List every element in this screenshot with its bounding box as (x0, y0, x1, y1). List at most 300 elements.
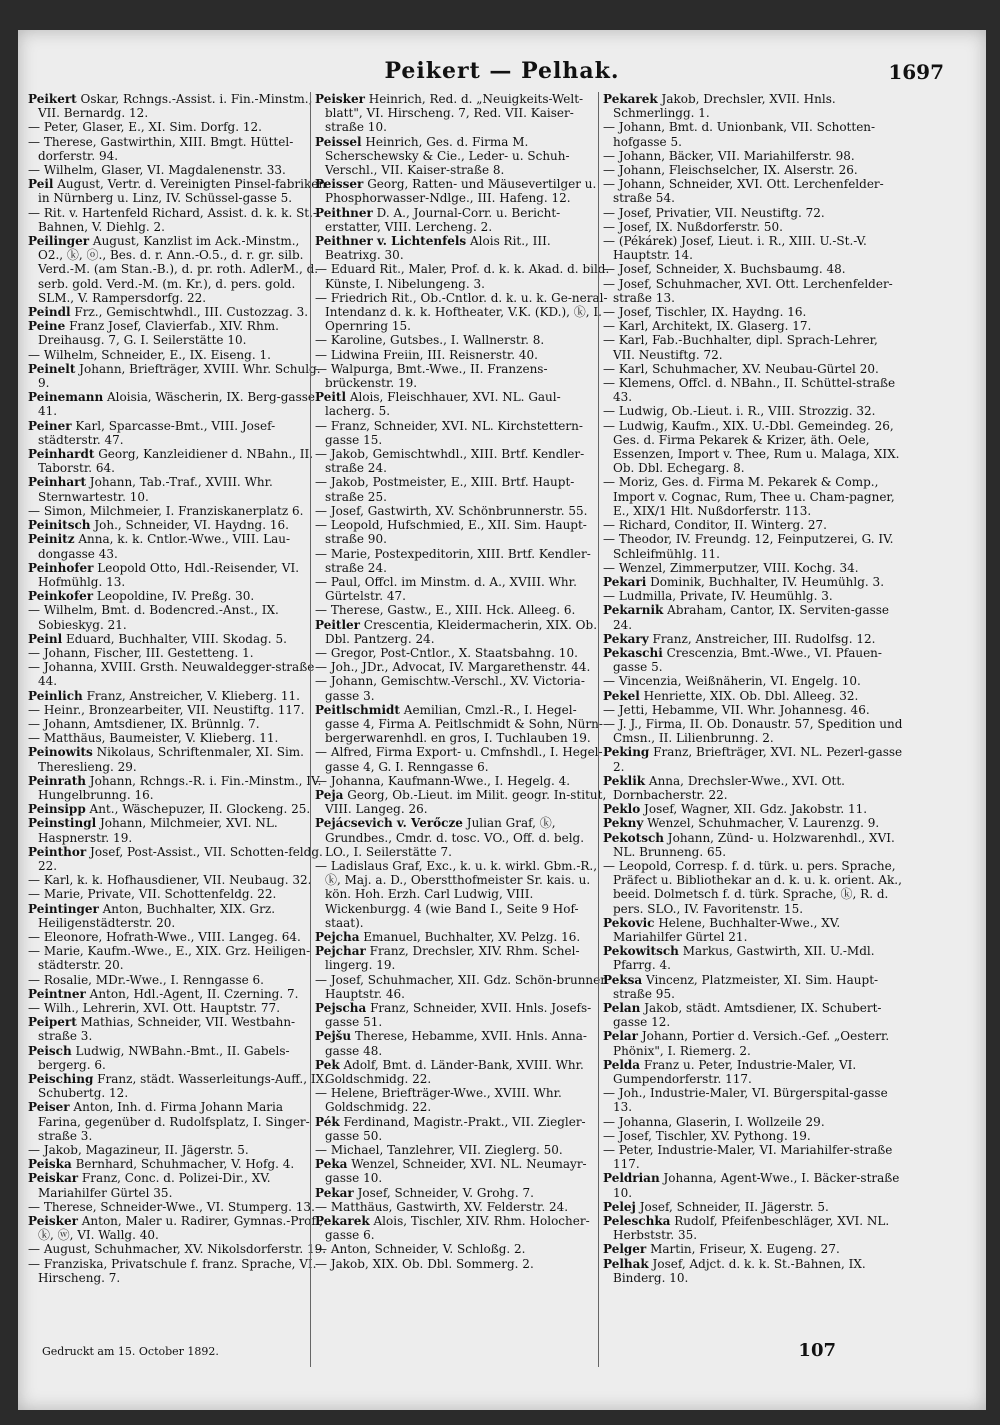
entry-details: — Karl, Architekt, IX. Glaserg. 17. (603, 319, 812, 334)
directory-entry (315, 547, 610, 575)
directory-entry (315, 674, 610, 702)
directory-entry (603, 518, 903, 532)
entry-surname: Peinelt (28, 361, 76, 376)
directory-entry (603, 575, 903, 589)
entry-details: Johann, Rchngs.-R. i. Fin.-Minstm., IV. Hungelbrunng. 16. (38, 773, 322, 802)
entry-details: — Jakob, Magazineur, II. Jägerstr. 5. (28, 1143, 249, 1158)
directory-entry (28, 1200, 328, 1214)
directory-entry (315, 816, 610, 859)
entry-details: — Marie, Kaufm.-Wwe., E., XIX. Grz. Heiligen-städterstr. 20. (28, 944, 311, 973)
entry-details: Joh., Schneider, VI. Haydng. 16. (90, 518, 289, 533)
entry-details: — Johann, Amtsdiener, IX. Brünnlg. 7. (28, 716, 260, 731)
entry-details: August, Kanzlist im Ack.-Minstm., O2., ⓚ, ⓞ., Bes. d. r. Ann.-O.5., d. r. gr. silb. Verd.-M. (am Stan.-B.), d. pr. roth. AdlerM., d. serb. gold. Verd.-M. (m. Kr.), d. pers. gold. SLM., V. Rampersdorfg. 22. (38, 234, 319, 305)
entry-details: — Johann, Bäcker, VII. Mariahilferstr. 98. (603, 148, 855, 163)
entry-details: — Therese, Schneider-Wwe., VI. Stumperg. 13. (28, 1199, 315, 1214)
entry-surname: Peksa (603, 972, 643, 987)
directory-entry (28, 319, 328, 347)
directory-entry (315, 618, 610, 646)
directory-entry (28, 163, 328, 177)
entry-surname: Peinstingl (28, 816, 97, 831)
entry-details: Emanuel, Buchhalter, XV. Pelzg. 16. (359, 929, 581, 944)
directory-entry (28, 873, 328, 887)
directory-entry (315, 1186, 610, 1200)
directory-entry (603, 944, 903, 972)
entry-surname: Pejšu (315, 1029, 352, 1044)
page-number: 1697 (888, 60, 944, 84)
directory-entry (603, 589, 903, 603)
entry-surname: Pekar (315, 1185, 354, 1200)
directory-entry (28, 816, 328, 844)
entry-details: — Josef, Tischler, IX. Haydng. 16. (603, 305, 807, 320)
entry-details: — Wilhelm, Glaser, VI. Magdalenenstr. 33. (28, 163, 286, 178)
directory-entry (315, 92, 610, 135)
entry-details: Therese, Hebamme, XVII. Hnls. Anna-gasse 48. (325, 1029, 587, 1058)
entry-details: — Eduard Rit., Maler, Prof. d. k. k. Akad. d. bild. Künste, I. Nibelungeng. 3. (315, 262, 610, 291)
entry-surname: Peitl (315, 390, 346, 405)
entry-details: — Peter, Glaser, E., XI. Sim. Dorfg. 12. (28, 120, 262, 135)
entry-surname: Peinl (28, 631, 63, 646)
directory-entry (315, 1086, 610, 1114)
entry-surname: Peinhart (28, 475, 86, 490)
directory-entry (28, 504, 328, 518)
entry-details: Franz u. Peter, Industrie-Maler, VI. Gumpendorferstr. 117. (613, 1057, 857, 1087)
directory-page (18, 30, 986, 1410)
directory-entry (28, 973, 328, 987)
entry-details: Josef, Adjct. d. k. k. St.-Bahnen, IX. Binderg. 10. (613, 1256, 866, 1285)
entry-surname: Peisker (28, 1214, 78, 1229)
entry-details: Jakob, Drechsler, XVII. Hnls. Schmerlingg. 1. (613, 92, 836, 121)
directory-entry (315, 419, 610, 447)
entry-details: Henriette, XIX. Ob. Dbl. Alleeg. 32. (639, 688, 859, 703)
entry-details: Anton, Inh. d. Firma Johann Maria Farina, gegenüber d. Rudolfsplatz, I. Singer-straße 3. (38, 1100, 310, 1143)
directory-entry (603, 1115, 903, 1129)
directory-entry (603, 859, 903, 916)
entry-details: Georg, Ratten- und Mäusevertilger u. Phosphorwasser-Ndlge., III. Hafeng. 12. (325, 177, 597, 206)
entry-surname: Pekarnik (603, 603, 664, 618)
entry-details: — August, Schuhmacher, XV. Nikolsdorferstr. 19. (28, 1242, 327, 1257)
entry-surname: Peldrian (603, 1171, 660, 1186)
entry-surname: Peinitz (28, 532, 75, 547)
entry-surname: Pekotsch (603, 830, 664, 845)
entry-details: — Paul, Offcl. im Minstm. d. A., XVIII. Whr. Gürtelstr. 47. (315, 574, 577, 604)
entry-surname: Peinsipp (28, 802, 86, 817)
directory-entry (28, 1100, 328, 1143)
entry-details: — Karl, k. k. Hofhausdiener, VII. Neubaug. 32. (28, 873, 312, 888)
directory-entry (28, 703, 328, 717)
entry-details: — Johanna, Kaufmann-Wwe., I. Hegelg. 4. (315, 773, 571, 788)
entry-details: Anton, Maler u. Radirer, Gymnas.-Prof., ⓚ, ⓦ, VI. Wallg. 40. (38, 1214, 324, 1243)
entry-surname: Peinlich (28, 688, 83, 703)
entry-surname: Peintinger (28, 901, 99, 916)
directory-entry (28, 348, 328, 362)
directory-entry (603, 149, 903, 163)
directory-entry (28, 1143, 328, 1157)
entry-surname: Pelan (603, 1001, 641, 1015)
directory-entry (315, 362, 610, 390)
entry-surname: Peikert (28, 92, 77, 106)
directory-entry (603, 333, 903, 361)
directory-entry (315, 646, 610, 660)
entry-surname: Peja (315, 787, 344, 802)
entry-details: — Ladislaus Graf, Exc., k. u. k. wirkl. Gbm.-R., ⓚ, Maj. a. D., Oberstthofmeister Sr. kais. u. kön. Hoh. Erzh. Carl Ludwig, VIII. Wickenburgg. 4 (wie Band I., Seite 9 Hof-staat). (315, 858, 598, 930)
entry-details: — Rosalie, MDr.-Wwe., I. Renngasse 6. (28, 972, 264, 987)
column-divider (310, 92, 311, 1367)
entry-details: Josef, Wagner, XII. Gdz. Jakobstr. 11. (640, 802, 868, 817)
entry-details: — Josef, Privatier, VII. Neustiftg. 72. (603, 205, 825, 220)
entry-details: Georg, Ob.-Lieut. im Milit. geogr. In-stitut, VIII. Langeg. 26. (325, 787, 607, 817)
entry-details: Helene, Buchhalter-Wwe., XV. Mariahilfer Gürtel 21. (613, 915, 841, 944)
directory-entry (315, 348, 610, 362)
entry-surname: Peisch (28, 1043, 72, 1058)
directory-entry (28, 717, 328, 731)
entry-details: Franz, Drechsler, XIV. Rhm. Schel-lingerg. 19. (325, 944, 580, 973)
entry-surname: Peindl (28, 305, 71, 320)
entry-details: — Ludmilla, Private, IV. Heumühlg. 3. (603, 589, 833, 604)
entry-details: Aemilian, Cmzl.-R., I. Hegel-gasse 4, Firma A. Peitlschmidt & Sohn, Nürn-bergerwarenhdl. en gros, I. Tuchlauben 19. (325, 702, 603, 746)
directory-entry (315, 504, 610, 518)
entry-surname: Peinthor (28, 844, 87, 859)
entry-details: — Marie, Postexpeditorin, XIII. Brtf. Kendler-straße 24. (315, 546, 591, 575)
entry-surname: Pék (315, 1114, 340, 1129)
entry-details: Martin, Friseur, X. Eugeng. 27. (646, 1242, 840, 1257)
entry-details: — Karoline, Gutsbes., I. Wallnerstr. 8. (315, 333, 545, 348)
entry-surname: Pekaschi (603, 645, 663, 660)
entry-details: Franz, Anstreicher, V. Klieberg. 11. (82, 688, 300, 703)
directory-entry (603, 277, 903, 305)
entry-details: Wenzel, Schuhmacher, V. Laurenzg. 9. (643, 816, 880, 831)
entry-details: — Johann, Schneider, XVI. Ott. Lerchenfelder-straße 54. (603, 177, 884, 206)
directory-entry (28, 419, 328, 447)
entry-details: — Friedrich Rit., Ob.-Cntlor. d. k. u. k. Ge-neral-Intendanz d. k. k. Hoftheater, V.K. (KD.), ⓚ, I. Opernring 15. (315, 290, 608, 334)
entry-surname: Pekari (603, 574, 647, 589)
entry-details: — Marie, Private, VII. Schottenfeldg. 22. (28, 887, 277, 902)
directory-entry (315, 1058, 610, 1086)
directory-entry (603, 419, 903, 476)
entry-details: — Therese, Gastw., E., XIII. Hck. Alleeg. 6. (315, 603, 576, 618)
entry-surname: Peiska (28, 1157, 72, 1172)
entry-details: — Theodor, IV. Freundg. 12, Feinputzerei, G. IV. Schleifmühlg. 11. (603, 532, 894, 561)
entry-details: Mathias, Schneider, VII. Westbahn-straße 3. (38, 1015, 296, 1044)
entry-details: — Johanna, XVIII. Grsth. Neuwaldegger-straße 44. (28, 660, 315, 689)
entry-surname: Pekowitsch (603, 944, 679, 959)
entry-surname: Pejácsevich v. Verőcze (315, 816, 463, 831)
entry-details: — Johann, Bmt. d. Unionbank, VII. Schotten-hofgasse 5. (603, 120, 876, 149)
entry-surname: Peissel (315, 134, 362, 149)
entry-surname: Peinrath (28, 773, 86, 788)
entry-surname: Pekovic (603, 915, 655, 930)
directory-entry (603, 816, 903, 830)
directory-entry (315, 1029, 610, 1057)
entry-details: Dominik, Buchhalter, IV. Heumühlg. 3. (646, 574, 885, 589)
column-divider (598, 92, 599, 1367)
directory-entry (315, 206, 610, 234)
entry-details: — Ludwig, Kaufm., XIX. U.-Dbl. Gemeindeg. 26, Ges. d. Firma Pekarek & Krizer, äth. Oele, Essenzen, Import v. Thee, Rum u. Malaga, XIX. Ob. Dbl. Echegarg. 8. (603, 418, 900, 476)
entry-details: — (Pékárek) Josef, Lieut. i. R., XIII. U.-St.-V. Hauptstr. 14. (603, 234, 867, 263)
entry-details: Bernhard, Schuhmacher, V. Hofg. 4. (71, 1157, 295, 1172)
entry-details: — Therese, Gastwirthin, XIII. Bmgt. Hüttel-dorferstr. 94. (28, 134, 294, 163)
entry-details: — Klemens, Offcl. d. NBahn., II. Schüttel-straße 43. (603, 376, 896, 405)
entry-details: Ant., Wäschepuzer, II. Glockeng. 25. (85, 802, 311, 817)
entry-details: — Helene, Briefträger-Wwe., XVIII. Whr. Goldschmidg. 22. (315, 1086, 562, 1115)
entry-details: Julian Graf, ⓚ, Grundbes., Cmdr. d. tosc. VO., Off. d. belg. LO., I. Seilerstätte 7. (325, 816, 585, 859)
directory-entry (603, 1200, 903, 1214)
directory-entry (603, 916, 903, 944)
directory-entry (315, 703, 610, 746)
directory-entry (315, 575, 610, 603)
entry-details: Anton, Hdl.-Agent, II. Czerning. 7. (85, 986, 299, 1001)
entry-surname: Pelhak (603, 1256, 649, 1271)
entry-surname: Pejcha (315, 929, 360, 944)
entry-details: Nikolaus, Schriftenmaler, XI. Sim. Thereslieng. 29. (38, 745, 304, 774)
directory-entry (315, 1157, 610, 1185)
directory-entry (28, 944, 328, 972)
directory-entry (603, 689, 903, 703)
directory-entry (603, 376, 903, 404)
directory-entry (603, 362, 903, 376)
entry-surname: Pekarek (315, 1214, 370, 1229)
entry-details: — Joh., Industrie-Maler, VI. Bürgerspital-gasse 13. (603, 1086, 888, 1115)
directory-entry (603, 1129, 903, 1143)
entry-details: Ludwig, NWBahn.-Bmt., II. Gabels-bergerg. 6. (38, 1043, 290, 1072)
entry-details: Adolf, Bmt. d. Länder-Bank, XVIII. Whr. Goldschmidg. 22. (325, 1057, 584, 1087)
entry-details: Josef, Post-Assist., VII. Schotten-feldg. 22. (38, 844, 323, 873)
entry-surname: Peka (315, 1157, 348, 1172)
entry-details: Rudolf, Pfeifenbeschläger, XVI. NL. Herbststr. 35. (613, 1214, 890, 1243)
directory-entry (28, 887, 328, 901)
entry-details: Franz, Conc. d. Polizei-Dir., XV. Mariahilfer Gürtel 35. (38, 1171, 271, 1200)
directory-entry (603, 177, 903, 205)
entry-details: — Johann, Fleischselcher, IX. Alserstr. 26. (603, 163, 858, 178)
directory-entry (28, 589, 328, 603)
column-1 (28, 92, 328, 1285)
entry-details: — Josef, Gastwirth, XV. Schönbrunnerstr. 55. (315, 503, 588, 518)
directory-entry (28, 603, 328, 631)
directory-entry (603, 220, 903, 234)
directory-entry (603, 1029, 903, 1057)
directory-entry (28, 305, 328, 319)
entry-details: — Anton, Schneider, V. Schloßg. 2. (315, 1242, 526, 1257)
directory-entry (28, 234, 328, 305)
entry-details: Alois Rit., III. Beatrixg. 30. (325, 234, 551, 263)
entry-details: Heinrich, Red. d. „Neuigkeits-Welt-blatt", VI. Hirscheng. 7, Red. VII. Kaiser-straße 10. (325, 92, 584, 135)
entry-surname: Pekel (603, 688, 640, 703)
directory-entry (315, 135, 610, 178)
directory-entry (603, 206, 903, 220)
directory-entry (28, 1157, 328, 1171)
entry-details: — Lidwina Freiin, III. Reisnerstr. 40. (315, 347, 538, 362)
entry-details: — Josef, IX. Nußdorferstr. 50. (603, 219, 783, 234)
entry-details: — Wilhelm, Bmt. d. Bodencred.-Anst., IX. Sobieskyg. 21. (28, 603, 279, 632)
entry-surname: Peinhardt (28, 447, 95, 462)
directory-entry (28, 561, 328, 589)
entry-details: — Peter, Industrie-Maler, VI. Mariahilfer-straße 117. (603, 1143, 893, 1172)
entry-details: Wenzel, Schneider, XVI. NL. Neumayr-gasse 10. (325, 1157, 587, 1186)
directory-entry (603, 1242, 903, 1256)
entry-details: — Franz, Schneider, XVI. NL. Kirchstettern-gasse 15. (315, 418, 583, 447)
entry-surname: Pekny (603, 816, 644, 831)
directory-entry (603, 1214, 903, 1242)
entry-details: Crescenzia, Bmt.-Wwe., VI. Pfauen-gasse 5. (613, 645, 882, 675)
entry-details: Karl, Sparcasse-Bmt., VIII. Josef-städterstr. 47. (38, 418, 276, 447)
directory-entry (603, 532, 903, 560)
entry-details: D. A., Journal-Corr. u. Bericht-erstatter, VIII. Lercheng. 2. (325, 205, 561, 234)
entry-surname: Peking (603, 745, 650, 760)
directory-entry (28, 930, 328, 944)
directory-entry (603, 674, 903, 688)
directory-entry (603, 703, 903, 717)
entry-details: Anna, k. k. Cntlor.-Wwe., VIII. Lau-dongasse 43. (38, 532, 291, 561)
entry-details: — Jakob, Postmeister, E., XIII. Brtf. Haupt-straße 25. (315, 475, 575, 504)
entry-details: — J. J., Firma, II. Ob. Donaustr. 57, Spedition und Cmsn., II. Lilienbrunng. 2. (603, 716, 903, 746)
entry-details: Vincenz, Platzmeister, XI. Sim. Haupt-straße 95. (613, 972, 879, 1001)
entry-details: Franz, Anstreicher, III. Rudolfsg. 12. (648, 631, 876, 646)
directory-entry (603, 745, 903, 773)
entry-details: — Josef, Schuhmacher, XVI. Ott. Lerchenfelder-straße 13. (603, 276, 893, 305)
entry-surname: Peitler (315, 617, 360, 632)
entry-details: — Josef, Schneider, X. Buchsbaumg. 48. (603, 262, 846, 277)
entry-details: — Jakob, XIX. Ob. Dbl. Sommerg. 2. (315, 1256, 534, 1271)
column-2 (315, 92, 610, 1271)
entry-surname: Peisching (28, 1072, 94, 1087)
entry-details: Jakob, städt. Amtsdiener, IX. Schubert-gasse 12. (613, 1001, 882, 1030)
directory-entry (28, 1044, 328, 1072)
directory-entry (28, 1001, 328, 1015)
directory-entry (28, 518, 328, 532)
directory-entry (603, 802, 903, 816)
directory-entry (28, 362, 328, 390)
entry-details: Josef, Schneider, V. Grohg. 7. (353, 1185, 534, 1200)
directory-entry (315, 660, 610, 674)
directory-entry (315, 518, 610, 546)
directory-entry (603, 1058, 903, 1086)
entry-details: Abraham, Cantor, IX. Serviten-gasse 24. (613, 603, 890, 632)
directory-entry (603, 305, 903, 319)
directory-entry (28, 689, 328, 703)
entry-details: — Richard, Conditor, II. Winterg. 27. (603, 518, 827, 533)
directory-entry (315, 1001, 610, 1029)
entry-details: Franz, Schneider, XVII. Hnls. Josefs-gasse 51. (325, 1001, 592, 1030)
entry-details: — Rit. v. Hartenfeld Richard, Assist. d. k. k. St.-Bahnen, V. Diehlg. 2. (28, 205, 317, 234)
entry-surname: Peklik (603, 773, 646, 788)
directory-entry (315, 1143, 610, 1157)
entry-surname: Peine (28, 319, 66, 334)
page-title: Peikert — Pelhak. (384, 58, 620, 84)
directory-entry (28, 135, 328, 163)
entry-details: — Matthäus, Gastwirth, XV. Felderstr. 24. (315, 1199, 569, 1214)
directory-entry (28, 646, 328, 660)
entry-details: Eduard, Buchhalter, VIII. Skodag. 5. (62, 631, 287, 646)
directory-entry (28, 1257, 328, 1285)
entry-details: Johann, Portier d. Versich.-Gef. „Oesterr. Phönix", I. Riemerg. 2. (613, 1029, 890, 1058)
entry-surname: Peisser (315, 177, 364, 192)
directory-entry (603, 1257, 903, 1285)
directory-entry (315, 262, 610, 290)
directory-entry (603, 646, 903, 674)
directory-entry (603, 831, 903, 859)
entry-details: August, Vertr. d. Vereinigten Pinsel-fabriken in Nürnberg u. Linz, IV. Schüssel-gasse 5. (38, 177, 327, 206)
directory-entry (603, 561, 903, 575)
entry-details: Oskar, Rchngs.-Assist. i. Fin.-Minstm., VII. Bernardg. 12. (38, 92, 313, 121)
directory-entry (28, 1242, 328, 1256)
directory-entry (315, 1115, 610, 1143)
entry-details: Georg, Kanzleidiener d. NBahn., II. Taborstr. 64. (38, 447, 314, 476)
directory-entry (28, 1072, 328, 1100)
entry-details: Crescentia, Kleidermacherin, XIX. Ob. Dbl. Pantzerg. 24. (325, 617, 598, 646)
entry-details: Anna, Drechsler-Wwe., XVI. Ott. Dornbacherstr. 22. (613, 773, 845, 802)
entry-surname: Pelar (603, 1029, 638, 1044)
directory-entry (28, 902, 328, 930)
entry-surname: Peiser (28, 1100, 70, 1115)
directory-entry (603, 632, 903, 646)
entry-details: — Jakob, Gemischtwhdl., XIII. Brtf. Kendler-straße 24. (315, 447, 585, 476)
directory-entry (315, 745, 610, 773)
entry-surname: Pejchar (315, 944, 366, 959)
entry-details: Markus, Gastwirth, XII. U.-Mdl. Pfarrg. 4. (613, 944, 875, 973)
directory-entry (28, 802, 328, 816)
entry-surname: Pelej (603, 1199, 636, 1214)
directory-entry (315, 447, 610, 475)
entry-surname: Pejscha (315, 1001, 367, 1015)
directory-entry (315, 788, 610, 816)
directory-entry (315, 774, 610, 788)
entry-surname: Peinitsch (28, 518, 91, 533)
entry-details: — Eleonore, Hofrath-Wwe., VIII. Langeg. 64. (28, 929, 301, 944)
sheet-number: 107 (798, 1340, 836, 1361)
entry-details: — Wenzel, Zimmerputzer, VIII. Kochg. 34. (603, 560, 859, 575)
directory-entry (28, 390, 328, 418)
directory-entry (315, 1257, 610, 1271)
column-3 (603, 92, 903, 1285)
directory-entry (603, 92, 903, 120)
directory-entry (28, 120, 328, 134)
entry-surname: Peinowits (28, 745, 93, 760)
directory-entry (603, 262, 903, 276)
entry-details: — Franziska, Privatschule f. franz. Sprache, VI. Hirscheng. 7. (28, 1256, 317, 1285)
entry-surname: Peklo (603, 802, 641, 817)
entry-surname: Peintner (28, 986, 86, 1001)
entry-details: — Gregor, Post-Cntlor., X. Staatsbahng. 10. (315, 645, 578, 660)
directory-entry (315, 944, 610, 972)
entry-details: — Matthäus, Baumeister, V. Klieberg. 11. (28, 731, 279, 746)
directory-entry (28, 177, 328, 205)
entry-surname: Pelger (603, 1242, 647, 1257)
entry-surname: Peipert (28, 1015, 77, 1030)
directory-entry (603, 1143, 903, 1171)
directory-entry (603, 475, 903, 518)
directory-entry (28, 632, 328, 646)
directory-entry (315, 859, 610, 930)
directory-entry (603, 234, 903, 262)
entry-surname: Peiner (28, 418, 72, 433)
directory-entry (315, 177, 610, 205)
entry-details: — Karl, Schuhmacher, XV. Neubau-Gürtel 20. (603, 361, 879, 376)
entry-details: Johann, Tab.-Traf., XVIII. Whr. Sternwartestr. 10. (38, 475, 273, 504)
directory-entry (315, 973, 610, 1001)
entry-details: — Alfred, Firma Export- u. Cmfnshdl., I. Hegel-gasse 4, G. I. Renngasse 6. (315, 745, 603, 774)
directory-entry (28, 475, 328, 503)
directory-entry (603, 973, 903, 1001)
entry-details: Johann, Briefträger, XVIII. Whr. Schulg. 9. (38, 361, 321, 391)
entry-surname: Peinkofer (28, 589, 94, 604)
entry-details: Leopoldine, IV. Preßg. 30. (93, 589, 255, 604)
entry-surname: Peleschka (603, 1214, 671, 1229)
directory-entry (603, 717, 903, 745)
entry-details: Alois, Fleischhauer, XVI. NL. Gaul-lacherg. 5. (325, 390, 561, 419)
directory-entry (28, 745, 328, 773)
entry-details: — Ludwig, Ob.-Lieut. i. R., VIII. Strozzig. 32. (603, 404, 876, 419)
entry-surname: Peinhofer (28, 560, 94, 575)
directory-entry (315, 1242, 610, 1256)
